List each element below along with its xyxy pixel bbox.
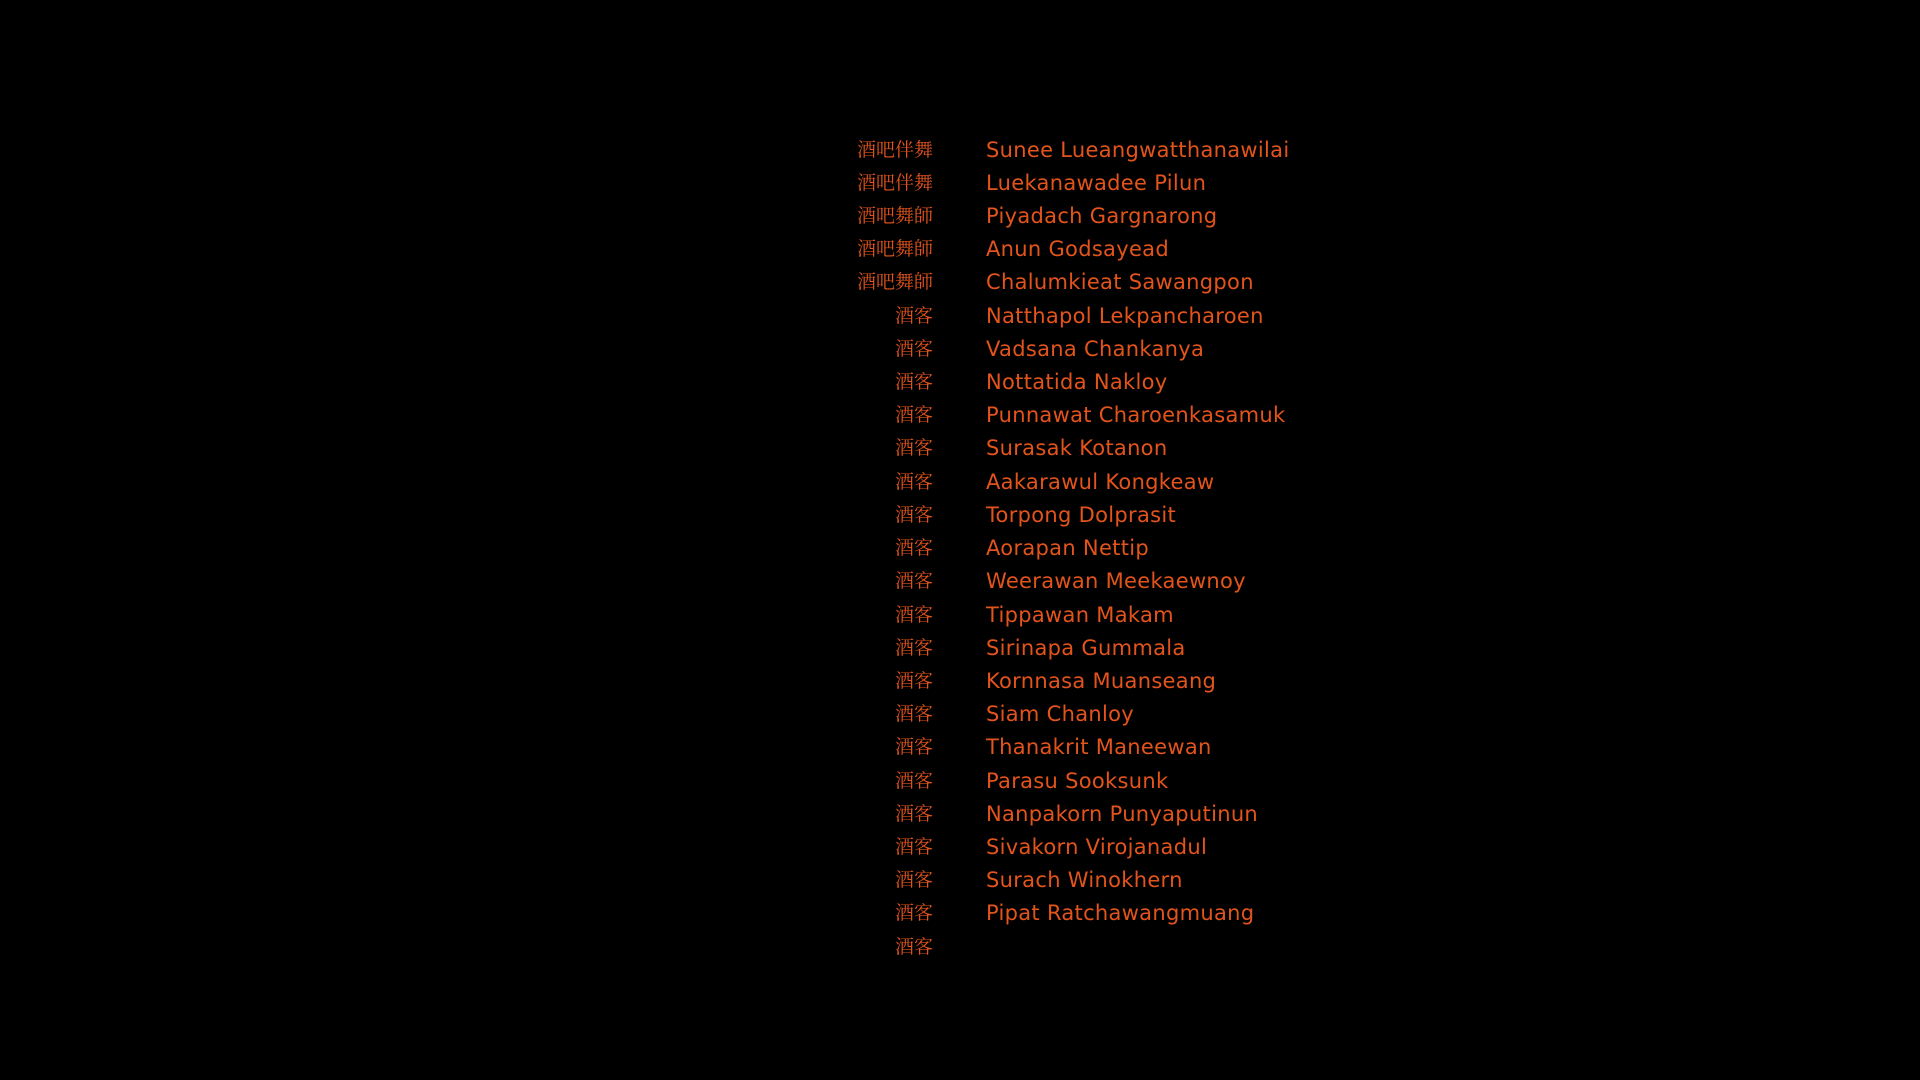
credit-name: Pipat Ratchawangmuang bbox=[986, 901, 1255, 925]
credit-row bbox=[800, 565, 1360, 598]
credit-name: Torpong Dolprasit bbox=[986, 503, 1177, 527]
credit-name: Thanakrit Maneewan bbox=[986, 735, 1212, 759]
credit-role: 酒客 bbox=[894, 604, 933, 626]
credit-row bbox=[800, 665, 1360, 698]
credit-name: Natthapol Lekpancharoen bbox=[986, 304, 1264, 328]
credit-role: 酒客 bbox=[894, 471, 933, 493]
credit-row bbox=[800, 266, 1360, 299]
credit-name: Anun Godsayead bbox=[986, 237, 1169, 261]
credit-role: 酒客 bbox=[894, 338, 933, 360]
credit-role: 酒客 bbox=[894, 437, 933, 459]
credit-role: 酒客 bbox=[894, 736, 933, 758]
credit-role: 酒客 bbox=[894, 902, 933, 924]
credit-role: 酒客 bbox=[894, 570, 933, 592]
credit-name: Nanpakorn Punyaputinun bbox=[986, 802, 1259, 826]
credit-role: 酒客 bbox=[894, 404, 933, 426]
credit-name: Vadsana Chankanya bbox=[986, 337, 1205, 361]
credit-name: Weerawan Meekaewnoy bbox=[986, 569, 1246, 593]
credit-name: Sirinapa Gummala bbox=[986, 636, 1186, 660]
credit-row bbox=[800, 864, 1360, 897]
credit-name: Kornnasa Muanseang bbox=[986, 669, 1217, 693]
credit-row bbox=[800, 134, 1360, 167]
credit-name: Piyadach Gargnarong bbox=[986, 204, 1218, 228]
credit-row-partial bbox=[800, 931, 1360, 964]
credit-row bbox=[800, 831, 1360, 864]
credit-row bbox=[800, 731, 1360, 764]
credit-name: Parasu Sooksunk bbox=[986, 769, 1169, 793]
credit-row bbox=[800, 798, 1360, 831]
credit-row bbox=[800, 698, 1360, 731]
credit-row bbox=[800, 333, 1360, 366]
credit-role: 酒吧舞師 bbox=[856, 238, 933, 260]
credit-name: Surasak Kotanon bbox=[986, 436, 1168, 460]
credit-name: Sivakorn Virojanadul bbox=[986, 835, 1208, 859]
credit-name: Aakarawul Kongkeaw bbox=[986, 470, 1215, 494]
credit-row bbox=[800, 366, 1360, 399]
credit-name: Surach Winokhern bbox=[986, 868, 1183, 892]
credit-role: 酒客 bbox=[894, 305, 933, 327]
credit-role: 酒吧伴舞 bbox=[856, 172, 933, 194]
credit-role: 酒客 bbox=[894, 703, 933, 725]
credit-role: 酒客 bbox=[894, 670, 933, 692]
credit-role: 酒吧舞師 bbox=[856, 205, 933, 227]
credit-name: Aorapan Nettip bbox=[986, 536, 1149, 560]
credit-role: 酒吧舞師 bbox=[856, 271, 933, 293]
credit-role: 酒客 bbox=[894, 504, 933, 526]
credit-row bbox=[800, 399, 1360, 432]
credit-name: Luekanawadee Pilun bbox=[986, 171, 1207, 195]
credit-row bbox=[800, 432, 1360, 465]
credit-row bbox=[800, 466, 1360, 499]
credit-row bbox=[800, 765, 1360, 798]
credit-row bbox=[800, 499, 1360, 532]
credit-role: 酒客 bbox=[894, 869, 933, 891]
credit-row bbox=[800, 233, 1360, 266]
credit-role: 酒客 bbox=[894, 637, 933, 659]
credit-row bbox=[800, 167, 1360, 200]
credit-role: 酒客 bbox=[894, 836, 933, 858]
credit-row bbox=[800, 897, 1360, 930]
credit-name: Chalumkieat Sawangpon bbox=[986, 270, 1254, 294]
credit-name: Sunee Lueangwatthanawilai bbox=[986, 138, 1290, 162]
credit-role: 酒客 bbox=[894, 537, 933, 559]
credit-role: 酒吧伴舞 bbox=[856, 139, 933, 161]
credit-name: Punnawat Charoenkasamuk bbox=[986, 403, 1286, 427]
credit-row bbox=[800, 599, 1360, 632]
credit-name: Siam Chanloy bbox=[986, 702, 1135, 726]
credit-name: Tippawan Makam bbox=[986, 603, 1174, 627]
credit-role: 酒客 bbox=[894, 770, 933, 792]
credit-row bbox=[800, 300, 1360, 333]
credits-list bbox=[800, 134, 1360, 958]
credit-name: Nottatida Nakloy bbox=[986, 370, 1168, 394]
credit-row bbox=[800, 200, 1360, 233]
credit-row bbox=[800, 632, 1360, 665]
credit-role: 酒客 bbox=[894, 803, 933, 825]
credit-role: 酒客 bbox=[894, 936, 933, 958]
credit-role: 酒客 bbox=[894, 371, 933, 393]
credit-row bbox=[800, 532, 1360, 565]
